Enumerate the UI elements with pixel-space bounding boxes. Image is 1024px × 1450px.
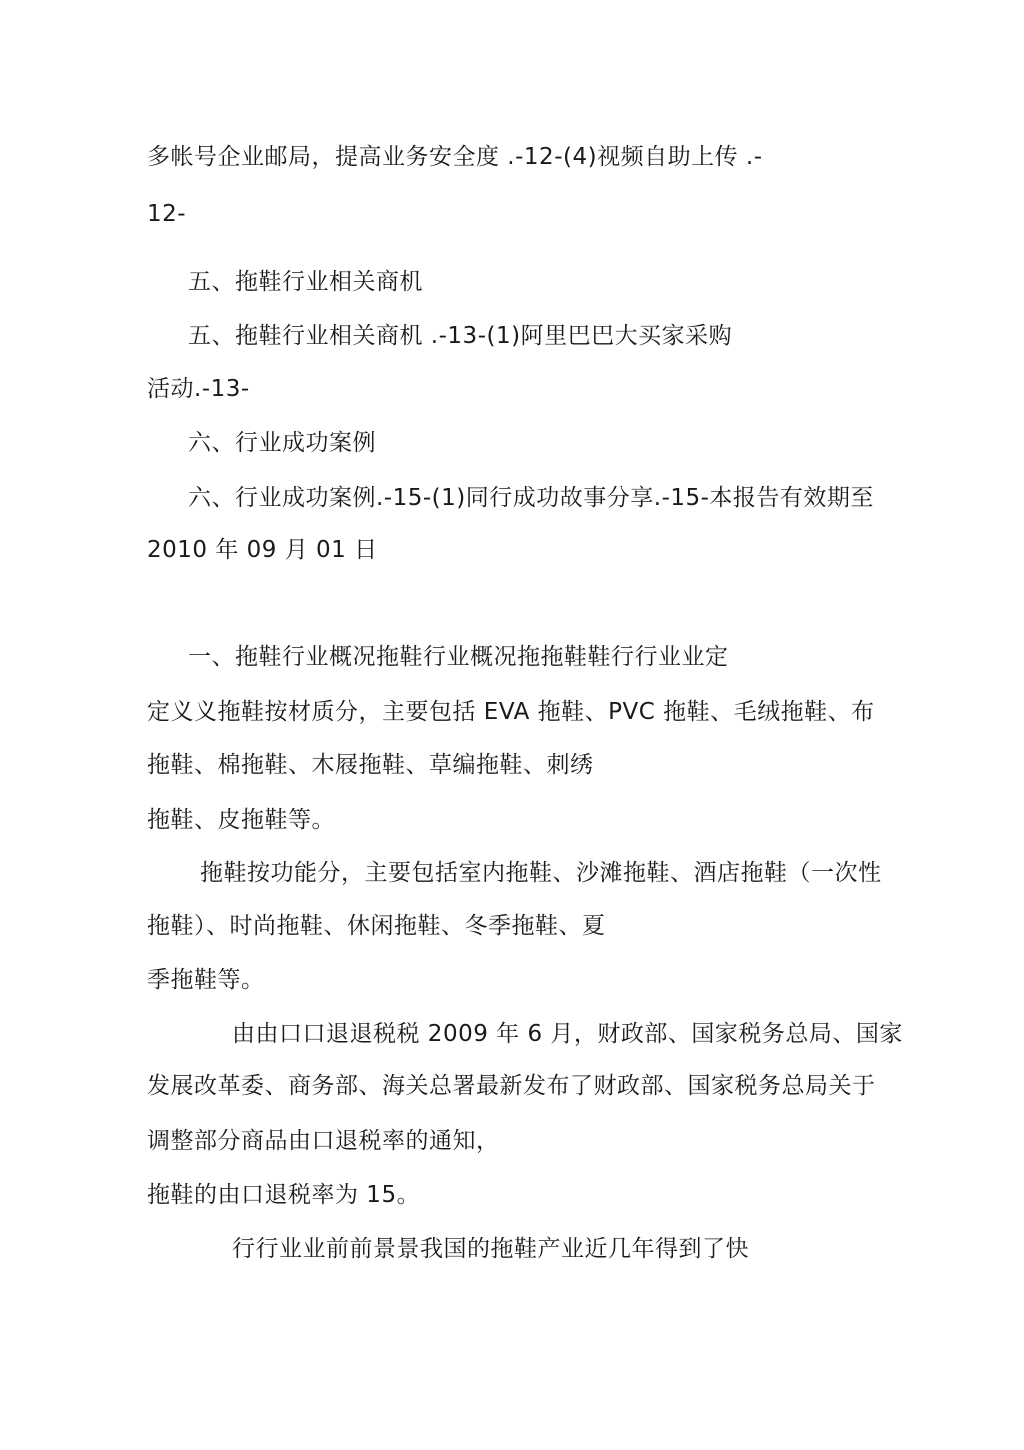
paragraph-line: 拖鞋的由口退税率为 15。: [147, 1182, 421, 1208]
paragraph-line: 拖鞋按功能分，主要包括室内拖鞋、沙滩拖鞋、酒店拖鞋（一次性: [200, 860, 882, 886]
text-line: 多帐号企业邮局，提高业务安全度 .-12-(4)视频自助上传 .-: [147, 144, 763, 170]
section-heading: 六、行业成功案例: [188, 430, 376, 456]
paragraph-line: 拖鞋）、时尚拖鞋、休闲拖鞋、冬季拖鞋、夏: [147, 913, 606, 939]
paragraph-line: 定义义拖鞋按材质分，主要包括 EVA 拖鞋、PVC 拖鞋、毛绒拖鞋、布: [147, 699, 875, 725]
paragraph-line: 季拖鞋等。: [147, 967, 265, 993]
section-heading: 五、拖鞋行业相关商机: [188, 269, 423, 295]
validity-date: 2010 年 09 月 01 日: [147, 537, 378, 563]
toc-entry: 五、拖鞋行业相关商机 .-13-(1)阿里巴巴大买家采购: [188, 323, 733, 349]
section-heading: 一、拖鞋行业概况拖鞋行业概况拖拖鞋鞋行行业业定: [188, 644, 729, 670]
paragraph-line: 调整部分商品由口退税率的通知，: [147, 1128, 500, 1154]
paragraph-line: 拖鞋、棉拖鞋、木屐拖鞋、草编拖鞋、刺绣: [147, 752, 594, 778]
paragraph-line: 拖鞋、皮拖鞋等。: [147, 807, 335, 833]
text-line: 活动.-13-: [147, 376, 250, 402]
paragraph-line: 由由口口退退税税 2009 年 6 月，财政部、国家税务总局、国家: [232, 1021, 903, 1047]
toc-entry: 六、行业成功案例.-15-(1)同行成功故事分享.-15-本报告有效期至: [188, 485, 874, 511]
paragraph-line: 行行业业前前景景我国的拖鞋产业近几年得到了快: [232, 1236, 749, 1262]
paragraph-line: 发展改革委、商务部、海关总署最新发布了财政部、国家税务总局关于: [147, 1073, 876, 1099]
text-line: 12-: [147, 201, 187, 227]
